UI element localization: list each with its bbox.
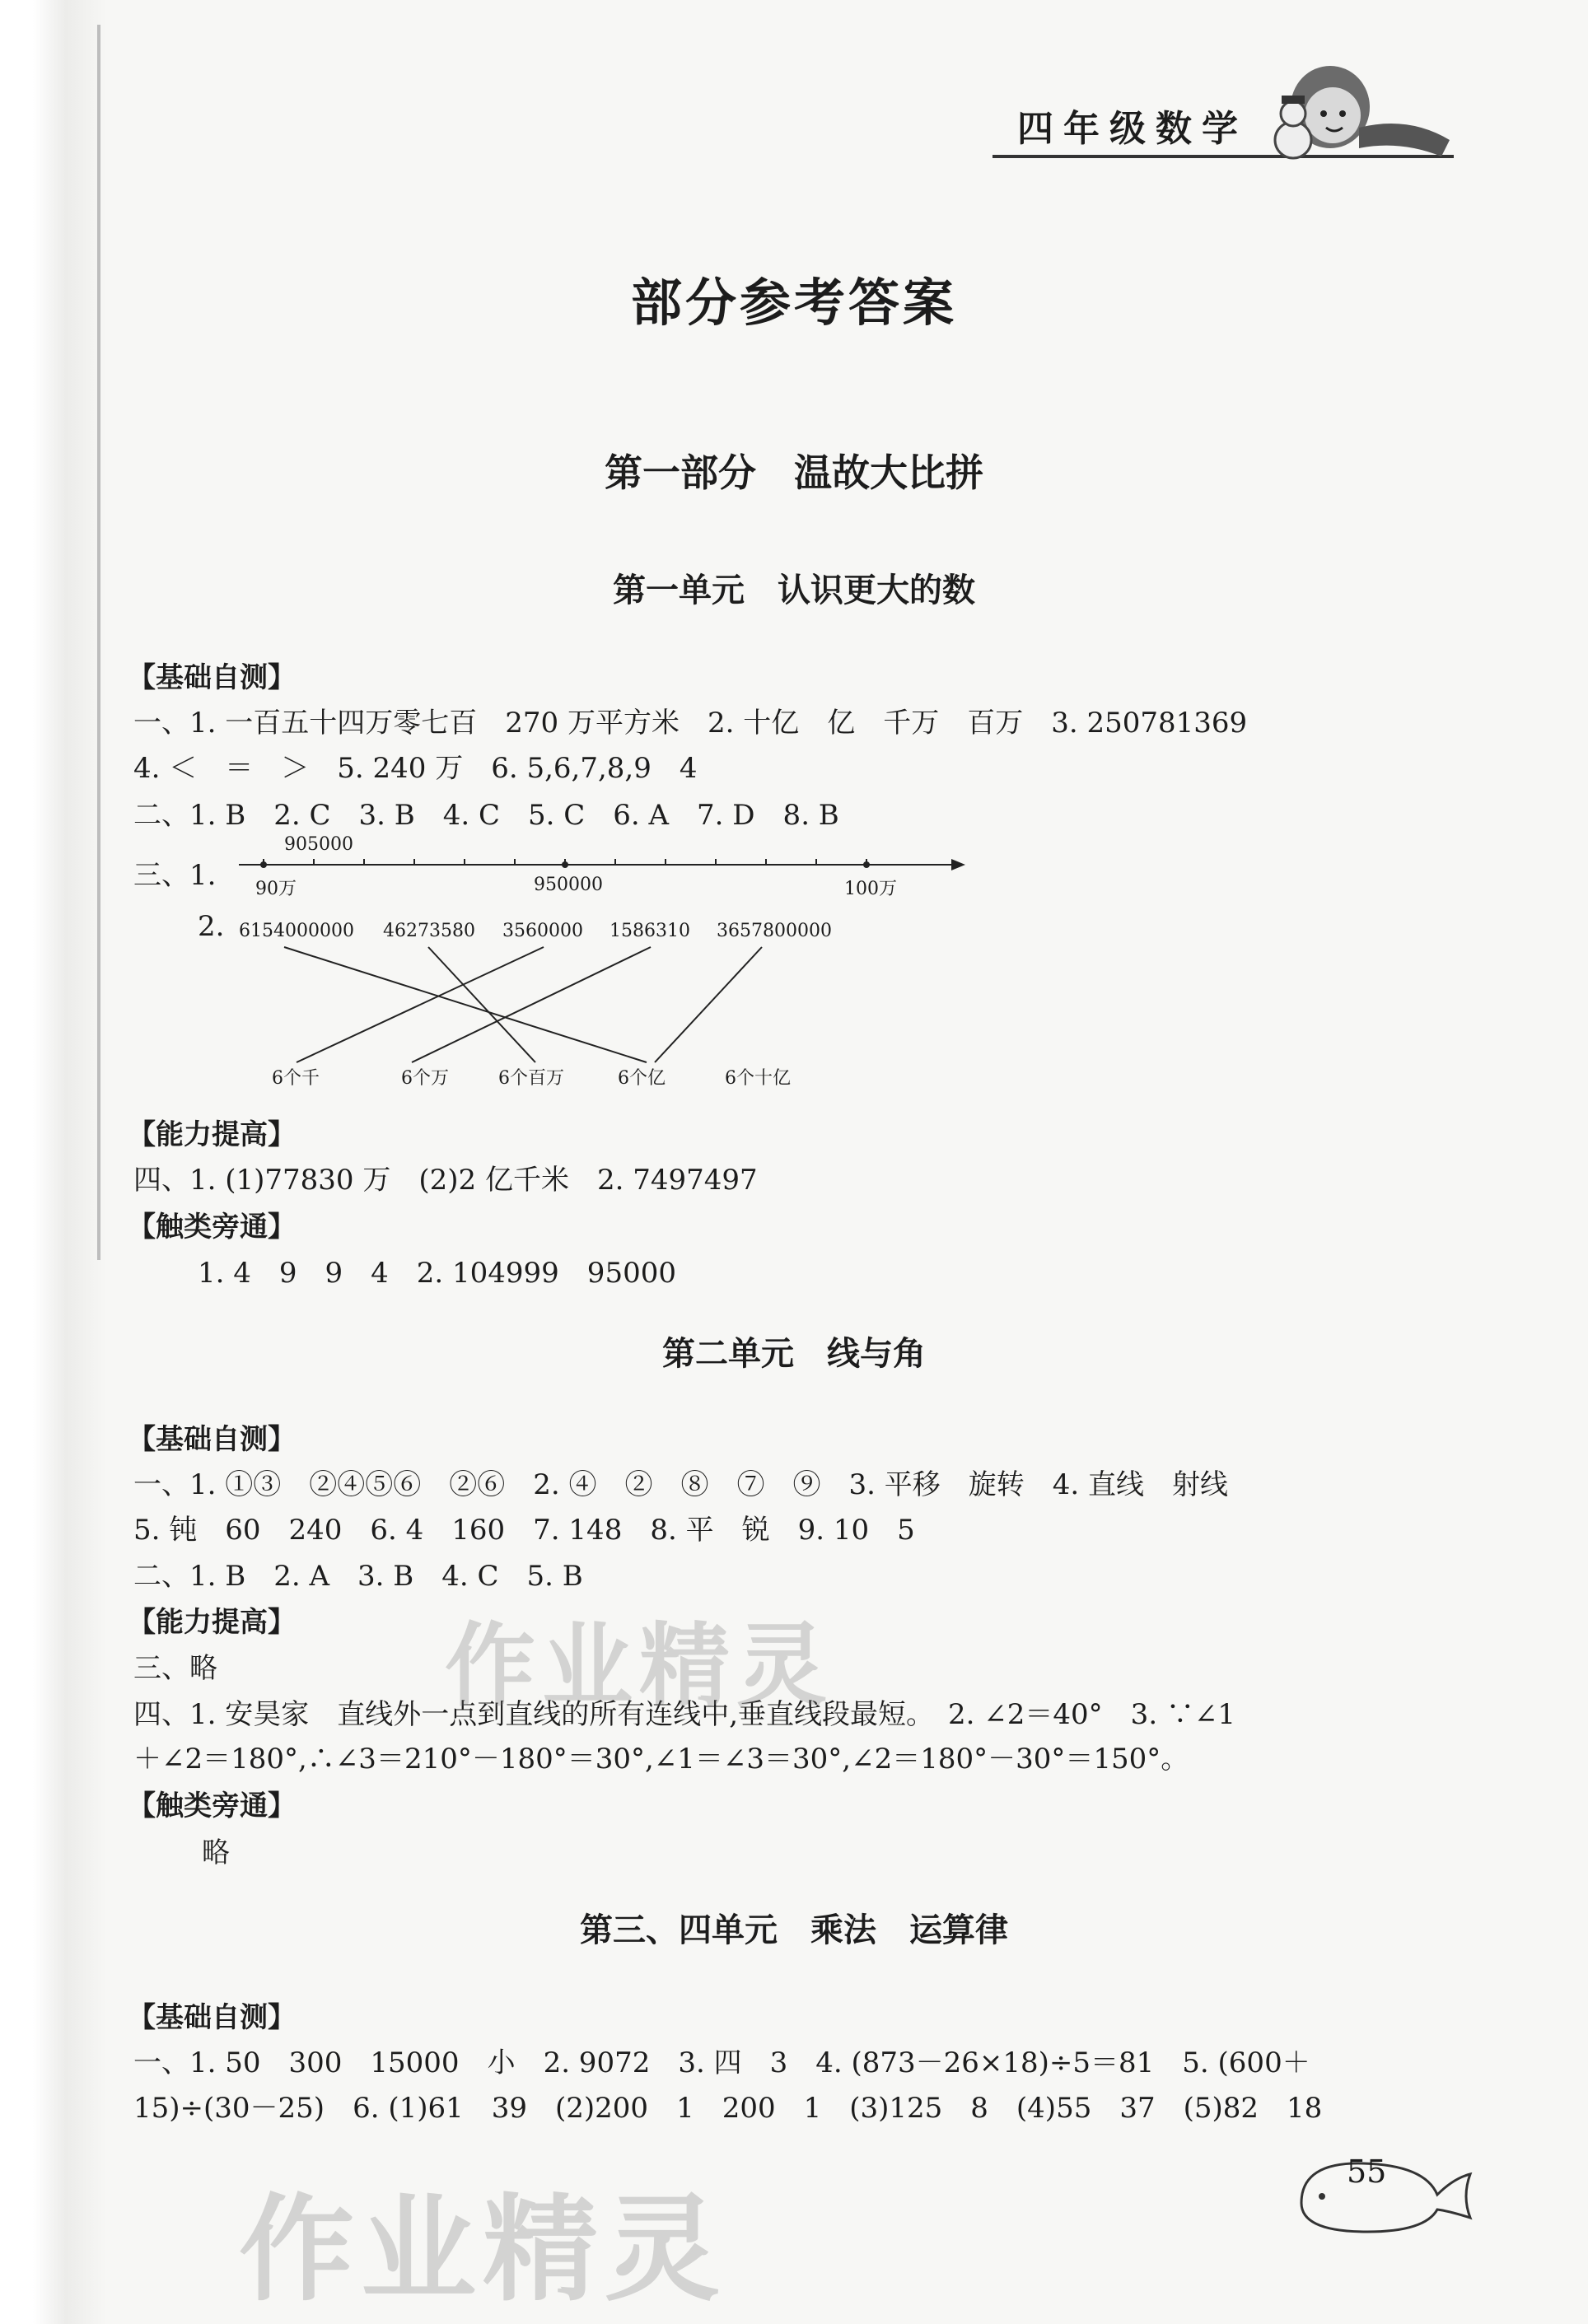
unit3-basic-heading: 【基础自测】 [128, 2001, 296, 2034]
numberline-label-right: 100万 [844, 879, 897, 899]
unit1-line3: 二、1. B 2. C 3. B 4. C 5. C 6. A 7. D 8. B [133, 799, 839, 832]
match-top-3: 3560000 [502, 921, 583, 941]
watermark-middle: 作业精灵 [445, 1613, 834, 1719]
main-title: 部分参考答案 [630, 273, 957, 333]
match-bottom-5: 6个十亿 [725, 1068, 791, 1089]
unit2-improve-heading: 【能力提高】 [128, 1606, 296, 1639]
match-bottom-4: 6个亿 [618, 1068, 666, 1089]
unit2-line5: 四、1. 安昊家 直线外一点到直线的所有连线中,垂直线段最短。 2. ∠2＝40° 3. ∵∠1 [133, 1698, 1236, 1731]
unit3-title: 第三、四单元 乘法 运算律 [580, 1911, 1008, 1949]
unit3-line2: 15)÷(30－25) 6. (1)61 39 (2)200 1 200 1 (3)125 8 (4)55 37 (5)82 18 [133, 2092, 1323, 2125]
numberline-label-top: 905000 [284, 834, 353, 855]
unit2-line2: 5. 钝 60 240 6. 4 160 7. 148 8. 平 锐 9. 10 5 [133, 1514, 915, 1547]
unit1-line2: 4. ＜ ＝ ＞ 5. 240 万 6. 5,6,7,8,9 4 [133, 752, 698, 785]
unit1-line1: 一、1. 一百五十四万零七百 270 万平方米 2. 十亿 亿 千万 百万 3. 250781369 [133, 707, 1248, 740]
unit1-basic-heading: 【基础自测】 [128, 661, 296, 694]
unit1-line6: 四、1. (1)77830 万 (2)2 亿千米 2. 7497497 [133, 1164, 758, 1197]
unit3-line1: 一、1. 50 300 15000 小 2. 9072 3. 四 3 4. (873－26×18)÷5＝81 5. (600＋ [133, 2046, 1310, 2079]
page-number: 55 [1347, 2154, 1387, 2190]
match-top-5: 3657800000 [717, 921, 832, 941]
unit2-line4: 三、略 [133, 1652, 217, 1685]
match-bottom-2: 6个万 [401, 1068, 449, 1089]
unit1-line4-prefix: 三、1. [133, 859, 217, 892]
unit2-basic-heading: 【基础自测】 [128, 1423, 296, 1456]
match-bottom-1: 6个千 [272, 1068, 320, 1089]
header-title: 四年级数学 [1017, 108, 1248, 150]
unit2-line7: 略 [202, 1836, 230, 1869]
unit1-extend-heading: 【触类旁通】 [128, 1211, 296, 1244]
numberline-label-left: 90万 [255, 879, 297, 899]
unit2-line6: ＋∠2＝180°,∴∠3＝210°－180°＝30°,∠1＝∠3＝30°,∠2＝180°－30°＝150°。 [133, 1743, 1189, 1776]
unit2-extend-heading: 【触类旁通】 [128, 1790, 296, 1822]
unit2-line1: 一、1. ①③ ②④⑤⑥ ②⑥ 2. ④ ② ⑧ ⑦ ⑨ 3. 平移 旋转 4. 直线 射线 [133, 1468, 1228, 1501]
match-bottom-3: 6个百万 [498, 1068, 564, 1089]
numberline-label-mid: 950000 [534, 875, 603, 895]
match-top-4: 1586310 [610, 921, 690, 941]
unit1-line7: 1. 4 9 9 4 2. 104999 95000 [198, 1257, 676, 1290]
part-title: 第一部分 温故大比拼 [605, 450, 983, 495]
unit1-line5-prefix: 2. [198, 910, 225, 943]
unit1-title: 第一单元 认识更大的数 [613, 572, 975, 609]
unit2-line3: 二、1. B 2. A 3. B 4. C 5. B [133, 1560, 583, 1593]
unit1-improve-heading: 【能力提高】 [128, 1118, 296, 1151]
unit2-title: 第二单元 线与角 [662, 1335, 926, 1373]
match-top-2: 46273580 [383, 921, 475, 941]
match-top-1: 6154000000 [239, 921, 354, 941]
watermark-bottom: 作业精灵 [239, 2183, 727, 2317]
